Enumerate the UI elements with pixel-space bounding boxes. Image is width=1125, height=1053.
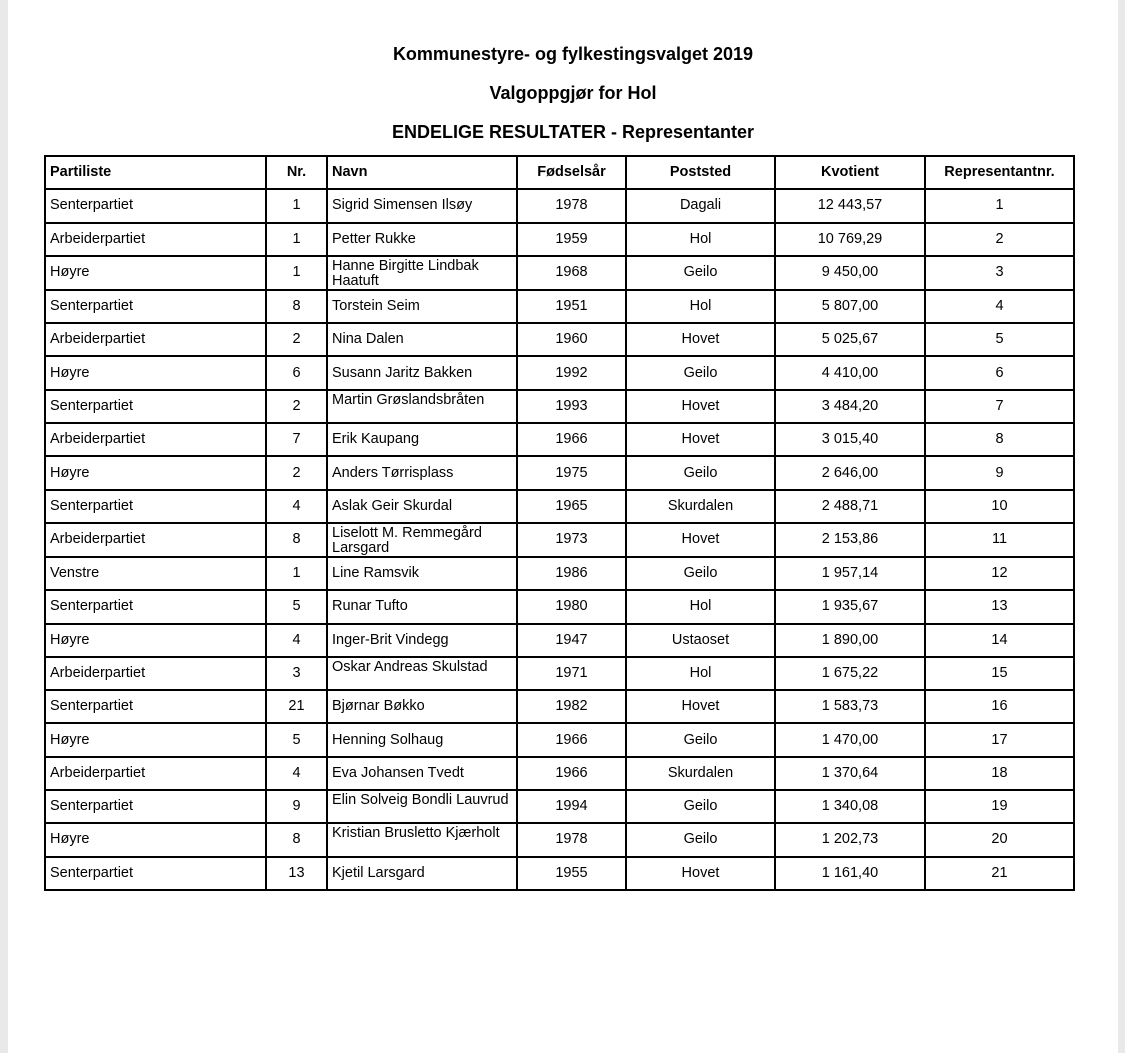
cell-poststed: Hovet (626, 423, 775, 456)
cell-nr: 8 (266, 290, 327, 323)
cell-poststed: Geilo (626, 723, 775, 756)
cell-poststed: Hol (626, 290, 775, 323)
cell-poststed: Hol (626, 223, 775, 256)
cell-nr: 4 (266, 757, 327, 790)
table-row (45, 557, 1074, 590)
cell-fodselsar: 1993 (517, 390, 626, 423)
cell-nr: 2 (266, 456, 327, 489)
cell-fodselsar: 1959 (517, 223, 626, 256)
cell-fodselsar: 1980 (517, 590, 626, 623)
cell-partiliste: Senterpartiet (45, 390, 266, 423)
cell-representantnr: 6 (925, 356, 1074, 389)
cell-fodselsar: 1966 (517, 423, 626, 456)
column-header-poststed: Poststed (626, 156, 775, 189)
cell-partiliste: Arbeiderpartiet (45, 657, 266, 690)
table-row (45, 590, 1074, 623)
cell-fodselsar: 1978 (517, 189, 626, 222)
cell-kvotient: 1 470,00 (775, 723, 925, 756)
cell-kvotient: 5 025,67 (775, 323, 925, 356)
cell-representantnr: 1 (925, 189, 1074, 222)
cell-navn: Torstein Seim (327, 290, 517, 323)
cell-navn: Henning Solhaug (327, 723, 517, 756)
cell-nr: 8 (266, 523, 327, 557)
cell-nr: 1 (266, 189, 327, 222)
cell-nr: 5 (266, 723, 327, 756)
cell-partiliste: Senterpartiet (45, 790, 266, 823)
cell-nr: 9 (266, 790, 327, 823)
cell-fodselsar: 1975 (517, 456, 626, 489)
cell-poststed: Geilo (626, 456, 775, 489)
cell-partiliste: Senterpartiet (45, 490, 266, 523)
cell-kvotient: 4 410,00 (775, 356, 925, 389)
cell-nr: 21 (266, 690, 327, 723)
cell-navn: Oskar Andreas Skulstad (327, 657, 517, 690)
cell-poststed: Geilo (626, 356, 775, 389)
cell-kvotient: 1 202,73 (775, 823, 925, 856)
cell-kvotient: 1 370,64 (775, 757, 925, 790)
cell-partiliste: Venstre (45, 557, 266, 590)
cell-nr: 1 (266, 557, 327, 590)
cell-partiliste: Arbeiderpartiet (45, 423, 266, 456)
table-row (45, 390, 1074, 423)
column-header-partiliste: Partiliste (45, 156, 266, 189)
cell-navn: Susann Jaritz Bakken (327, 356, 517, 389)
cell-navn: Nina Dalen (327, 323, 517, 356)
cell-fodselsar: 1968 (517, 256, 626, 290)
cell-nr: 1 (266, 256, 327, 290)
cell-navn: Eva Johansen Tvedt (327, 757, 517, 790)
cell-fodselsar: 1992 (517, 356, 626, 389)
cell-partiliste: Høyre (45, 624, 266, 657)
cell-partiliste: Senterpartiet (45, 189, 266, 222)
table-row (45, 523, 1074, 557)
cell-navn: Sigrid Simensen Ilsøy (327, 189, 517, 222)
cell-partiliste: Høyre (45, 723, 266, 756)
cell-nr: 8 (266, 823, 327, 856)
table-row (45, 356, 1074, 389)
table-row (45, 223, 1074, 256)
table-row (45, 323, 1074, 356)
cell-representantnr: 12 (925, 557, 1074, 590)
cell-navn: Line Ramsvik (327, 557, 517, 590)
cell-kvotient: 2 646,00 (775, 456, 925, 489)
cell-fodselsar: 1960 (517, 323, 626, 356)
cell-representantnr: 10 (925, 490, 1074, 523)
cell-representantnr: 4 (925, 290, 1074, 323)
cell-representantnr: 15 (925, 657, 1074, 690)
cell-representantnr: 3 (925, 256, 1074, 290)
cell-representantnr: 2 (925, 223, 1074, 256)
cell-representantnr: 9 (925, 456, 1074, 489)
table-row (45, 624, 1074, 657)
table-row (45, 256, 1074, 290)
cell-partiliste: Høyre (45, 456, 266, 489)
cell-fodselsar: 1951 (517, 290, 626, 323)
cell-poststed: Hovet (626, 390, 775, 423)
cell-kvotient: 1 161,40 (775, 857, 925, 890)
cell-kvotient: 1 957,14 (775, 557, 925, 590)
table-row (45, 189, 1074, 222)
table-row (45, 490, 1074, 523)
cell-fodselsar: 1973 (517, 523, 626, 557)
cell-fodselsar: 1971 (517, 657, 626, 690)
cell-navn: Martin Grøslandsbråten (327, 390, 517, 423)
cell-kvotient: 3 015,40 (775, 423, 925, 456)
cell-nr: 4 (266, 490, 327, 523)
cell-representantnr: 21 (925, 857, 1074, 890)
cell-kvotient: 3 484,20 (775, 390, 925, 423)
column-header-representantnr: Representantnr. (925, 156, 1074, 189)
cell-representantnr: 16 (925, 690, 1074, 723)
cell-poststed: Geilo (626, 256, 775, 290)
cell-poststed: Geilo (626, 557, 775, 590)
cell-poststed: Hovet (626, 690, 775, 723)
cell-representantnr: 17 (925, 723, 1074, 756)
cell-fodselsar: 1955 (517, 857, 626, 890)
cell-partiliste: Senterpartiet (45, 590, 266, 623)
cell-navn: Aslak Geir Skurdal (327, 490, 517, 523)
table-header-row (45, 156, 1074, 189)
cell-kvotient: 2 488,71 (775, 490, 925, 523)
cell-poststed: Geilo (626, 790, 775, 823)
column-header-nr: Nr. (266, 156, 327, 189)
cell-nr: 6 (266, 356, 327, 389)
table-row (45, 757, 1074, 790)
cell-representantnr: 18 (925, 757, 1074, 790)
cell-partiliste: Arbeiderpartiet (45, 223, 266, 256)
cell-poststed: Hovet (626, 323, 775, 356)
cell-navn: Anders Tørrisplass (327, 456, 517, 489)
cell-representantnr: 14 (925, 624, 1074, 657)
results-table (44, 155, 1075, 891)
cell-representantnr: 7 (925, 390, 1074, 423)
table-row (45, 290, 1074, 323)
cell-partiliste: Arbeiderpartiet (45, 757, 266, 790)
table-row (45, 857, 1074, 890)
cell-poststed: Hol (626, 590, 775, 623)
cell-nr: 3 (266, 657, 327, 690)
cell-poststed: Hovet (626, 523, 775, 557)
column-header-fodselsar: Fødselsår (517, 156, 626, 189)
column-header-navn: Navn (327, 156, 517, 189)
document-page (8, 0, 1118, 1053)
cell-nr: 13 (266, 857, 327, 890)
cell-representantnr: 5 (925, 323, 1074, 356)
cell-kvotient: 10 769,29 (775, 223, 925, 256)
cell-navn: Runar Tufto (327, 590, 517, 623)
cell-representantnr: 19 (925, 790, 1074, 823)
cell-fodselsar: 1982 (517, 690, 626, 723)
cell-nr: 5 (266, 590, 327, 623)
cell-partiliste: Senterpartiet (45, 857, 266, 890)
cell-kvotient: 1 890,00 (775, 624, 925, 657)
cell-partiliste: Arbeiderpartiet (45, 523, 266, 557)
cell-navn: Erik Kaupang (327, 423, 517, 456)
cell-representantnr: 13 (925, 590, 1074, 623)
cell-poststed: Hovet (626, 857, 775, 890)
cell-fodselsar: 1986 (517, 557, 626, 590)
cell-nr: 2 (266, 323, 327, 356)
cell-poststed: Dagali (626, 189, 775, 222)
cell-kvotient: 2 153,86 (775, 523, 925, 557)
cell-nr: 4 (266, 624, 327, 657)
table-row (45, 423, 1074, 456)
table-row (45, 456, 1074, 489)
cell-kvotient: 1 583,73 (775, 690, 925, 723)
column-header-kvotient: Kvotient (775, 156, 925, 189)
document-title: Kommunestyre- og fylkestingsvalget 2019 (392, 44, 754, 64)
cell-partiliste: Senterpartiet (45, 290, 266, 323)
cell-nr: 7 (266, 423, 327, 456)
cell-fodselsar: 1965 (517, 490, 626, 523)
document-subtitle: Valgoppgjør for Hol (489, 83, 657, 103)
cell-nr: 2 (266, 390, 327, 423)
cell-kvotient: 12 443,57 (775, 189, 925, 222)
cell-partiliste: Senterpartiet (45, 690, 266, 723)
cell-navn: Liselott M. Remmegård Larsgard (327, 523, 517, 557)
table-row (45, 690, 1074, 723)
table-row (45, 657, 1074, 690)
cell-partiliste: Høyre (45, 823, 266, 856)
section-title: ENDELIGE RESULTATER - Representanter (391, 122, 755, 142)
cell-kvotient: 5 807,00 (775, 290, 925, 323)
cell-poststed: Ustaoset (626, 624, 775, 657)
cell-fodselsar: 1947 (517, 624, 626, 657)
cell-fodselsar: 1994 (517, 790, 626, 823)
cell-partiliste: Høyre (45, 356, 266, 389)
cell-nr: 1 (266, 223, 327, 256)
cell-partiliste: Høyre (45, 256, 266, 290)
cell-navn: Bjørnar Bøkko (327, 690, 517, 723)
cell-poststed: Geilo (626, 823, 775, 856)
table-row (45, 790, 1074, 823)
cell-fodselsar: 1966 (517, 757, 626, 790)
cell-kvotient: 1 935,67 (775, 590, 925, 623)
table-row (45, 723, 1074, 756)
cell-navn: Inger-Brit Vindegg (327, 624, 517, 657)
cell-poststed: Skurdalen (626, 490, 775, 523)
cell-fodselsar: 1978 (517, 823, 626, 856)
cell-navn: Elin Solveig Bondli Lauvrud (327, 790, 517, 823)
cell-representantnr: 8 (925, 423, 1074, 456)
cell-navn: Hanne Birgitte Lindbak Haatuft (327, 256, 517, 290)
cell-kvotient: 9 450,00 (775, 256, 925, 290)
cell-poststed: Skurdalen (626, 757, 775, 790)
cell-navn: Kjetil Larsgard (327, 857, 517, 890)
cell-fodselsar: 1966 (517, 723, 626, 756)
cell-partiliste: Arbeiderpartiet (45, 323, 266, 356)
cell-representantnr: 11 (925, 523, 1074, 557)
cell-kvotient: 1 675,22 (775, 657, 925, 690)
cell-kvotient: 1 340,08 (775, 790, 925, 823)
cell-navn: Kristian Brusletto Kjærholt (327, 823, 517, 856)
table-row (45, 823, 1074, 856)
cell-poststed: Hol (626, 657, 775, 690)
cell-representantnr: 20 (925, 823, 1074, 856)
cell-navn: Petter Rukke (327, 223, 517, 256)
